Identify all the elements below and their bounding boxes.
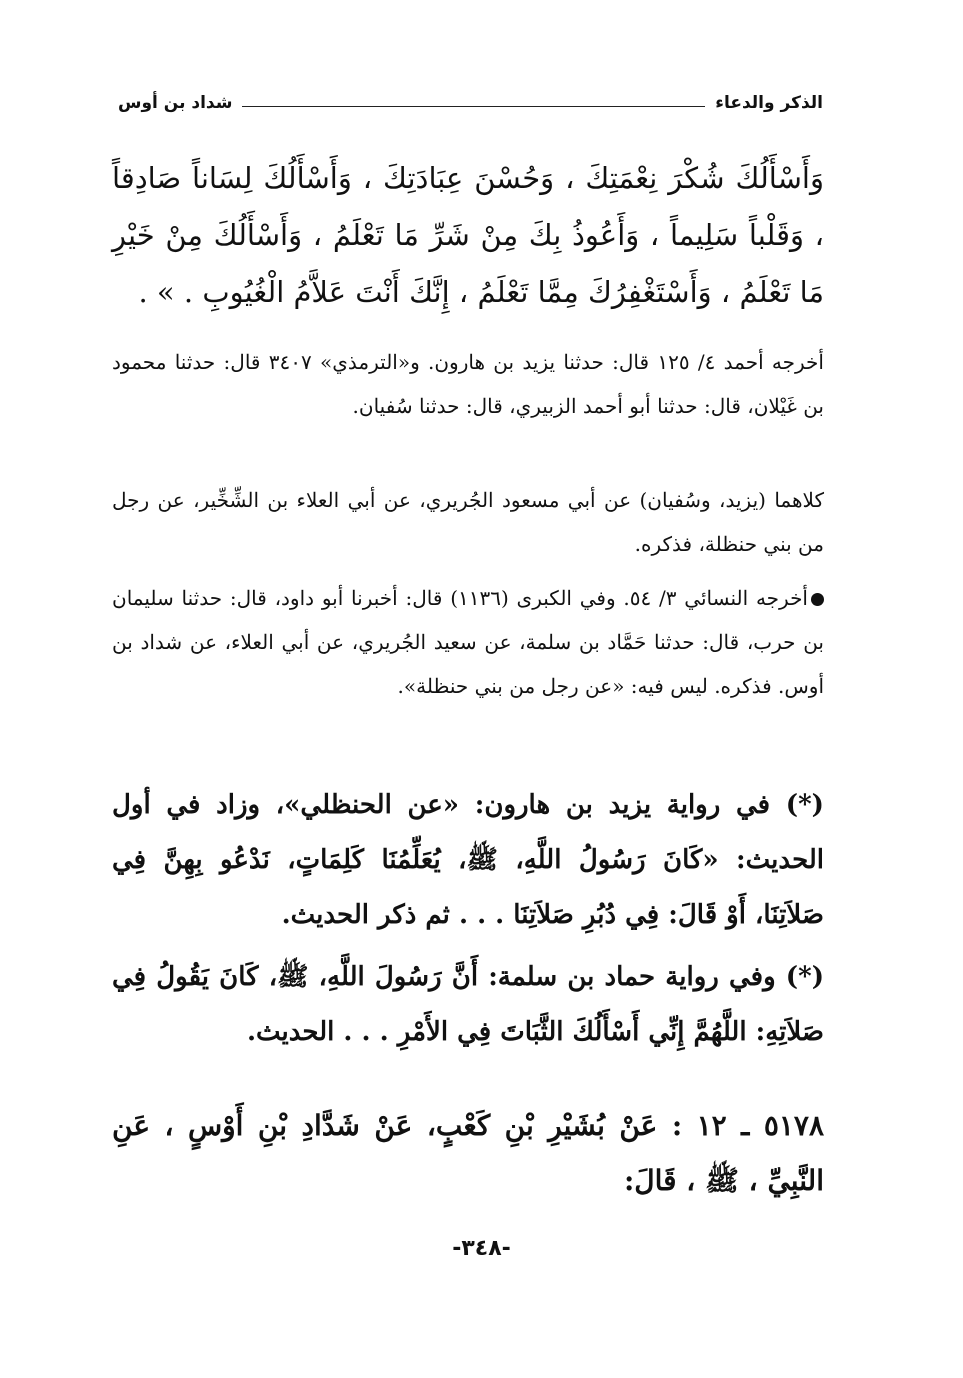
next-hadith-heading: ٥١٧٨ ـ ١٢ : عَنْ بُشَيْرِ بْنِ كَعْبٍ، عَنْ شَدَّادِ بْنِ أَوْسٍ ، عَنِ النَّبِيِّ ، ﷺ ، قَالَ: [112,1109,824,1197]
section-title: شداد بن أوس [118,93,233,113]
takhrij-paragraph-2: كلاهما (يزيد، وسُفيان) عن أبي مسعود الجُريري، عن أبي العلاء بن الشِّخِّير، عن رجل من بني حنظلة، فذكره. [112,488,824,556]
hadith-text: وَأَسْأَلُكَ شُكْرَ نِعْمَتِكَ ، وَحُسْنَ عِبَادَتِكَ ، وَأَسْأَلُكَ لِسَاناً صَادِقاً ، وَقَلْباً سَلِيماً ، وَأَعُوذُ بِكَ مِنْ شَرِّ مَا تَعْلَمُ ، وَأَسْأَلُكَ مِنْ خَيْرِ مَا تَعْلَمُ ، وَأَسْتَغْفِرُكَ مِمَّا تَعْلَمُ ، إِنَّكَ أَنْتَ عَلاَّمُ الْغُيُوبِ . » . [112,161,824,309]
takhrij-paragraph-1: أخرجه أحمد ٤/ ١٢٥ قال: حدثنا يزيد بن هارون. و«الترمذي» ٣٤٠٧ قال: حدثنا محمود بن غَيْلان، قال: حدثنا أبو أحمد الزبيري، قال: حدثنا سُفيان. [112,350,824,418]
bullet-icon [811,593,824,606]
book-title: الذكر والدعاء [715,93,823,113]
note-paragraph-1: (*) في رواية يزيد بن هارون: «عن الحنظلي»، وزاد في أول الحديث: «كَانَ رَسُولُ اللَّهِ، ﷺ، يُعَلِّمُنَا كَلِمَاتٍ، نَدْعُو بِهِنَّ فِي صَلاَتِنَا، أَوْ قَالَ: فِي دُبُرِ صَلاَتِنَا . . . ثم ذكر الحديث. [112,790,824,930]
running-header [118,88,823,118]
note-paragraph-2: (*) وفي رواية حماد بن سلمة: أَنَّ رَسُولَ اللَّهِ، ﷺ، كَانَ يَقُولُ فِي صَلاَتِهِ: اللَّهُمَّ إِنِّي أَسْأَلُكَ الثَّبَاتَ فِي الأَمْرِ . . . الحديث. [112,962,824,1047]
header-rule [242,106,705,107]
page-number: -٣٤٨- [452,1236,511,1261]
takhrij-paragraph-3-text: أخرجه النسائي ٣/ ٥٤. وفي الكبرى (١١٣٦) قال: أخبرنا أبو داود، قال: حدثنا سليمان بن حرب، قال: حدثنا حَمَّاد بن سلمة، عن سعيد الجُريري، عن أبي العلاء، عن شداد بن أوس. فذكره. ليس فيه: «عن رجل من بني حنظلة». [112,586,824,698]
takhrij-paragraph-3 [112,576,824,708]
